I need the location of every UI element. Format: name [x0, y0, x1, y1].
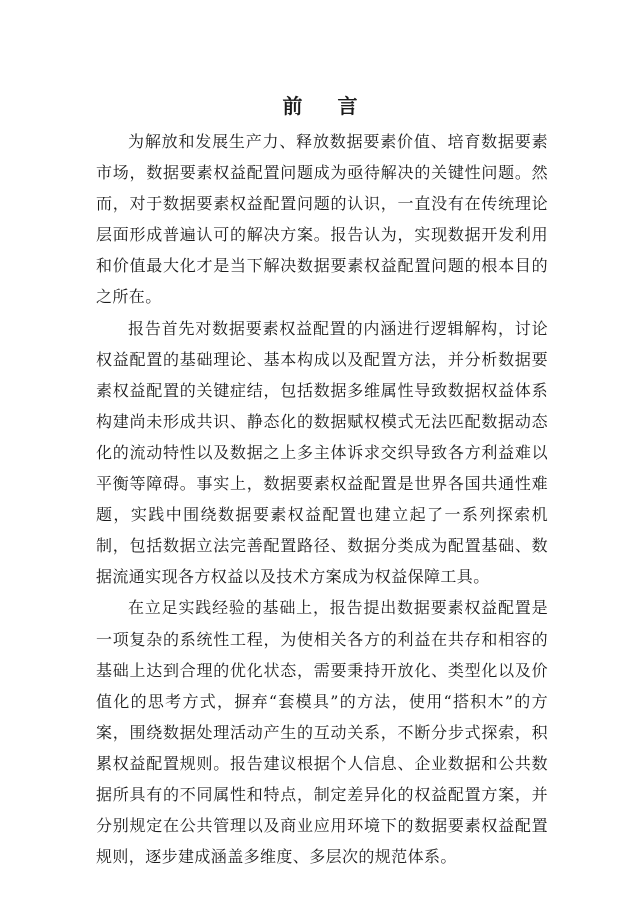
page-title: 前 言 — [282, 94, 372, 118]
paragraph-3: 在立足实践经验的基础上，报告提出数据要素权益配置是一项复杂的系统性工程，为使相关各方的利益在共存和相容的基础上达到合理的优化状态，需要秉持开放化、类型化以及价值化的思考方式，摒弃“套模具”的方法，使用“搭积木”的方案，围绕数据处理活动产生的互动关系，不断分步式探索，积累权益配置规则。报告建议根据个人信息、企业数据和公共数据所具有的不同属性和特点，制定差异化的权益配置方案，并分别规定在公共管理以及商业应用环境下的数据要素权益配置规则，逐步建成涵盖多维度、多层次的规范体系。 — [96, 598, 548, 867]
paragraph-1: 为解放和发展生产力、释放数据要素价值、培育数据要素市场，数据要素权益配置问题成为亟待解决的关键性问题。然而，对于数据要素权益配置问题的认识，一直没有在传统理论层面形成普遍认可的解决方案。报告认为，实现数据开发利用和价值最大化才是当下解决数据要素权益配置问题的根本目的之所在。 — [96, 132, 548, 307]
paragraph-2: 报告首先对数据要素权益配置的内涵进行逻辑解构，讨论权益配置的基础理论、基本构成以及配置方法，并分析数据要素权益配置的关键症结，包括数据多维属性导致数据权益体系构建尚未形成共识、静态化的数据赋权模式无法匹配数据动态化的流动特性以及数据之上多主体诉求交织导致各方利益难以平衡等障碍。事实上，数据要素权益配置是世界各国共通性难题，实践中围绕数据要素权益配置也建立起了一系列探索机制，包括数据立法完善配置路径、数据分类成为配置基础、数据流通实现各方权益以及技术方案成为权益保障工具。 — [96, 318, 548, 587]
body-text — [96, 126, 548, 872]
